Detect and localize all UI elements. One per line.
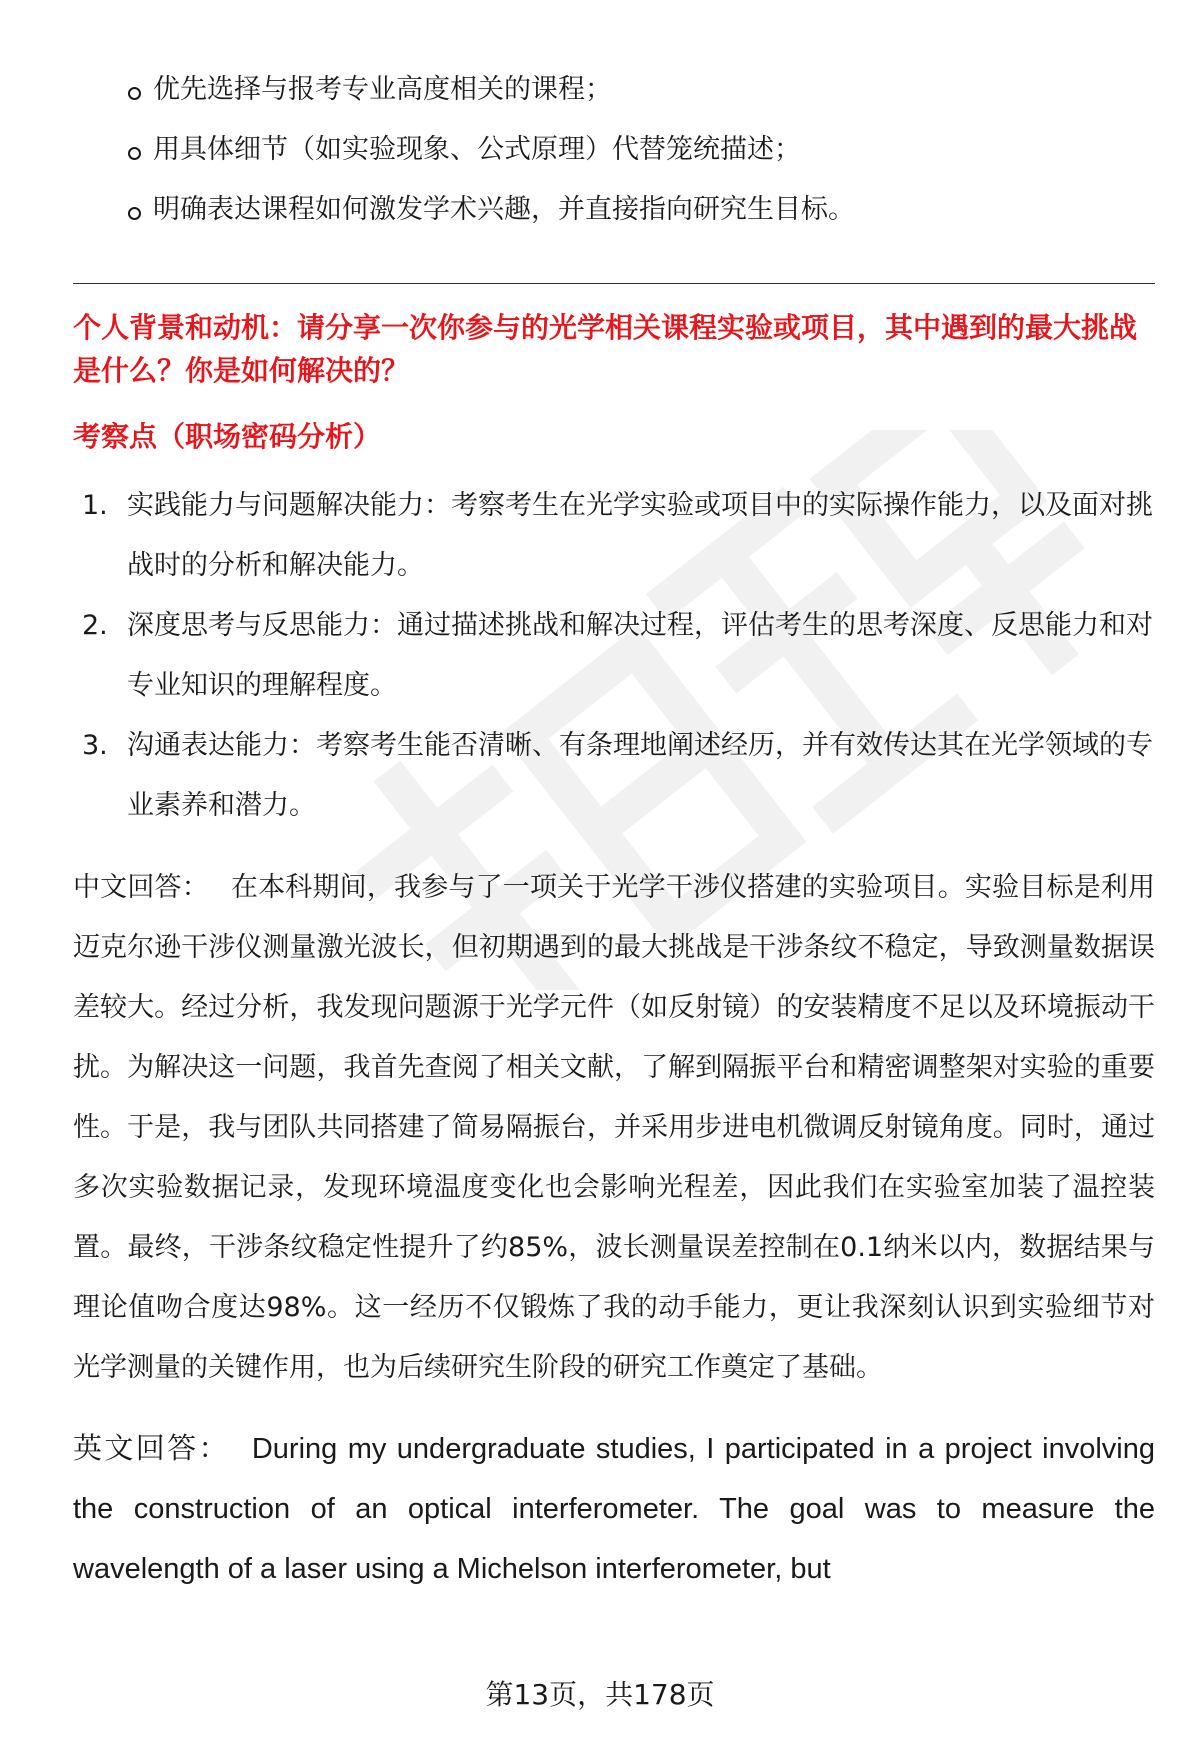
assessment-points-list: [73, 476, 1155, 836]
list-item-text: 用具体细节（如实验现象、公式原理）代替笼统描述；: [153, 134, 801, 165]
english-answer-text: During my undergraduate studies, I participated in a project involving the construction of an optical interferometer. The goal was to measure the wavelength of a laser using a Michelson interferometer, but: [73, 1433, 1155, 1585]
item-number: 2.: [82, 610, 108, 641]
english-answer: [73, 1419, 1155, 1599]
list-item-text: 实践能力与问题解决能力：考察考生在光学实验或项目中的实际操作能力，以及面对挑战时的分析和解决能力。: [127, 490, 1153, 581]
hollow-bullet-icon: [128, 207, 141, 220]
list-item-text: 明确表达课程如何激发学术兴趣，并直接指向研究生目标。: [153, 194, 855, 225]
hollow-bullet-icon: [128, 147, 141, 160]
chinese-answer-label: 中文回答：: [73, 872, 209, 903]
page-content: [73, 60, 1155, 1599]
chinese-answer: [73, 858, 1155, 1398]
list-item-text: 优先选择与报考专业高度相关的课程；: [153, 74, 612, 105]
list-item: [82, 596, 1155, 716]
list-item: [153, 180, 1155, 240]
list-item: [153, 120, 1155, 180]
item-number: 3.: [82, 730, 108, 761]
chinese-answer-text: 在本科期间，我参与了一项关于光学干涉仪搭建的实验项目。实验目标是利用迈克尔逊干涉仪测量激光波长，但初期遇到的最大挑战是干涉条纹不稳定，导致测量数据误差较大。经过分析，我发现问题源于光学元件（如反射镜）的安装精度不足以及环境振动干扰。为解决这一问题，我首先查阅了相关文献，了解到隔振平台和精密调整架对实验的重要性。于是，我与团队共同搭建了简易隔振台，并采用步进电机微调反射镜角度。同时，通过多次实验数据记录，发现环境温度变化也会影响光程差，因此我们在实验室加装了温控装置。最终，干涉条纹稳定性提升了约85%，波长测量误差控制在0.1纳米以内，数据结果与理论值吻合度达98%。这一经历不仅锻炼了我的动手能力，更让我深刻认识到实验细节对光学测量的关键作用，也为后续研究生阶段的研究工作奠定了基础。: [73, 872, 1155, 1383]
list-item: [153, 60, 1155, 120]
list-item: [82, 716, 1155, 836]
hollow-bullet-icon: [128, 87, 141, 100]
list-item-text: 深度思考与反思能力：通过描述挑战和解决过程，评估考生的思考深度、反思能力和对专业知识的理解程度。: [127, 610, 1153, 701]
section-divider: [73, 283, 1155, 284]
english-answer-label: 英文回答：: [73, 1433, 230, 1465]
question-heading: 个人背景和动机：请分享一次你参与的光学相关课程实验或项目，其中遇到的最大挑战是什么？你是如何解决的？: [73, 311, 1138, 387]
list-item-text: 沟通表达能力：考察考生能否清晰、有条理地阐述经历，并有效传达其在光学领域的专业素养和潜力。: [127, 730, 1153, 821]
item-number: 1.: [82, 490, 108, 521]
list-item: [82, 476, 1155, 596]
tips-list: [73, 60, 1155, 240]
assessment-points-heading: 考察点（职场密码分析）: [73, 420, 382, 453]
page-number: 第13页，共178页: [485, 1678, 715, 1711]
